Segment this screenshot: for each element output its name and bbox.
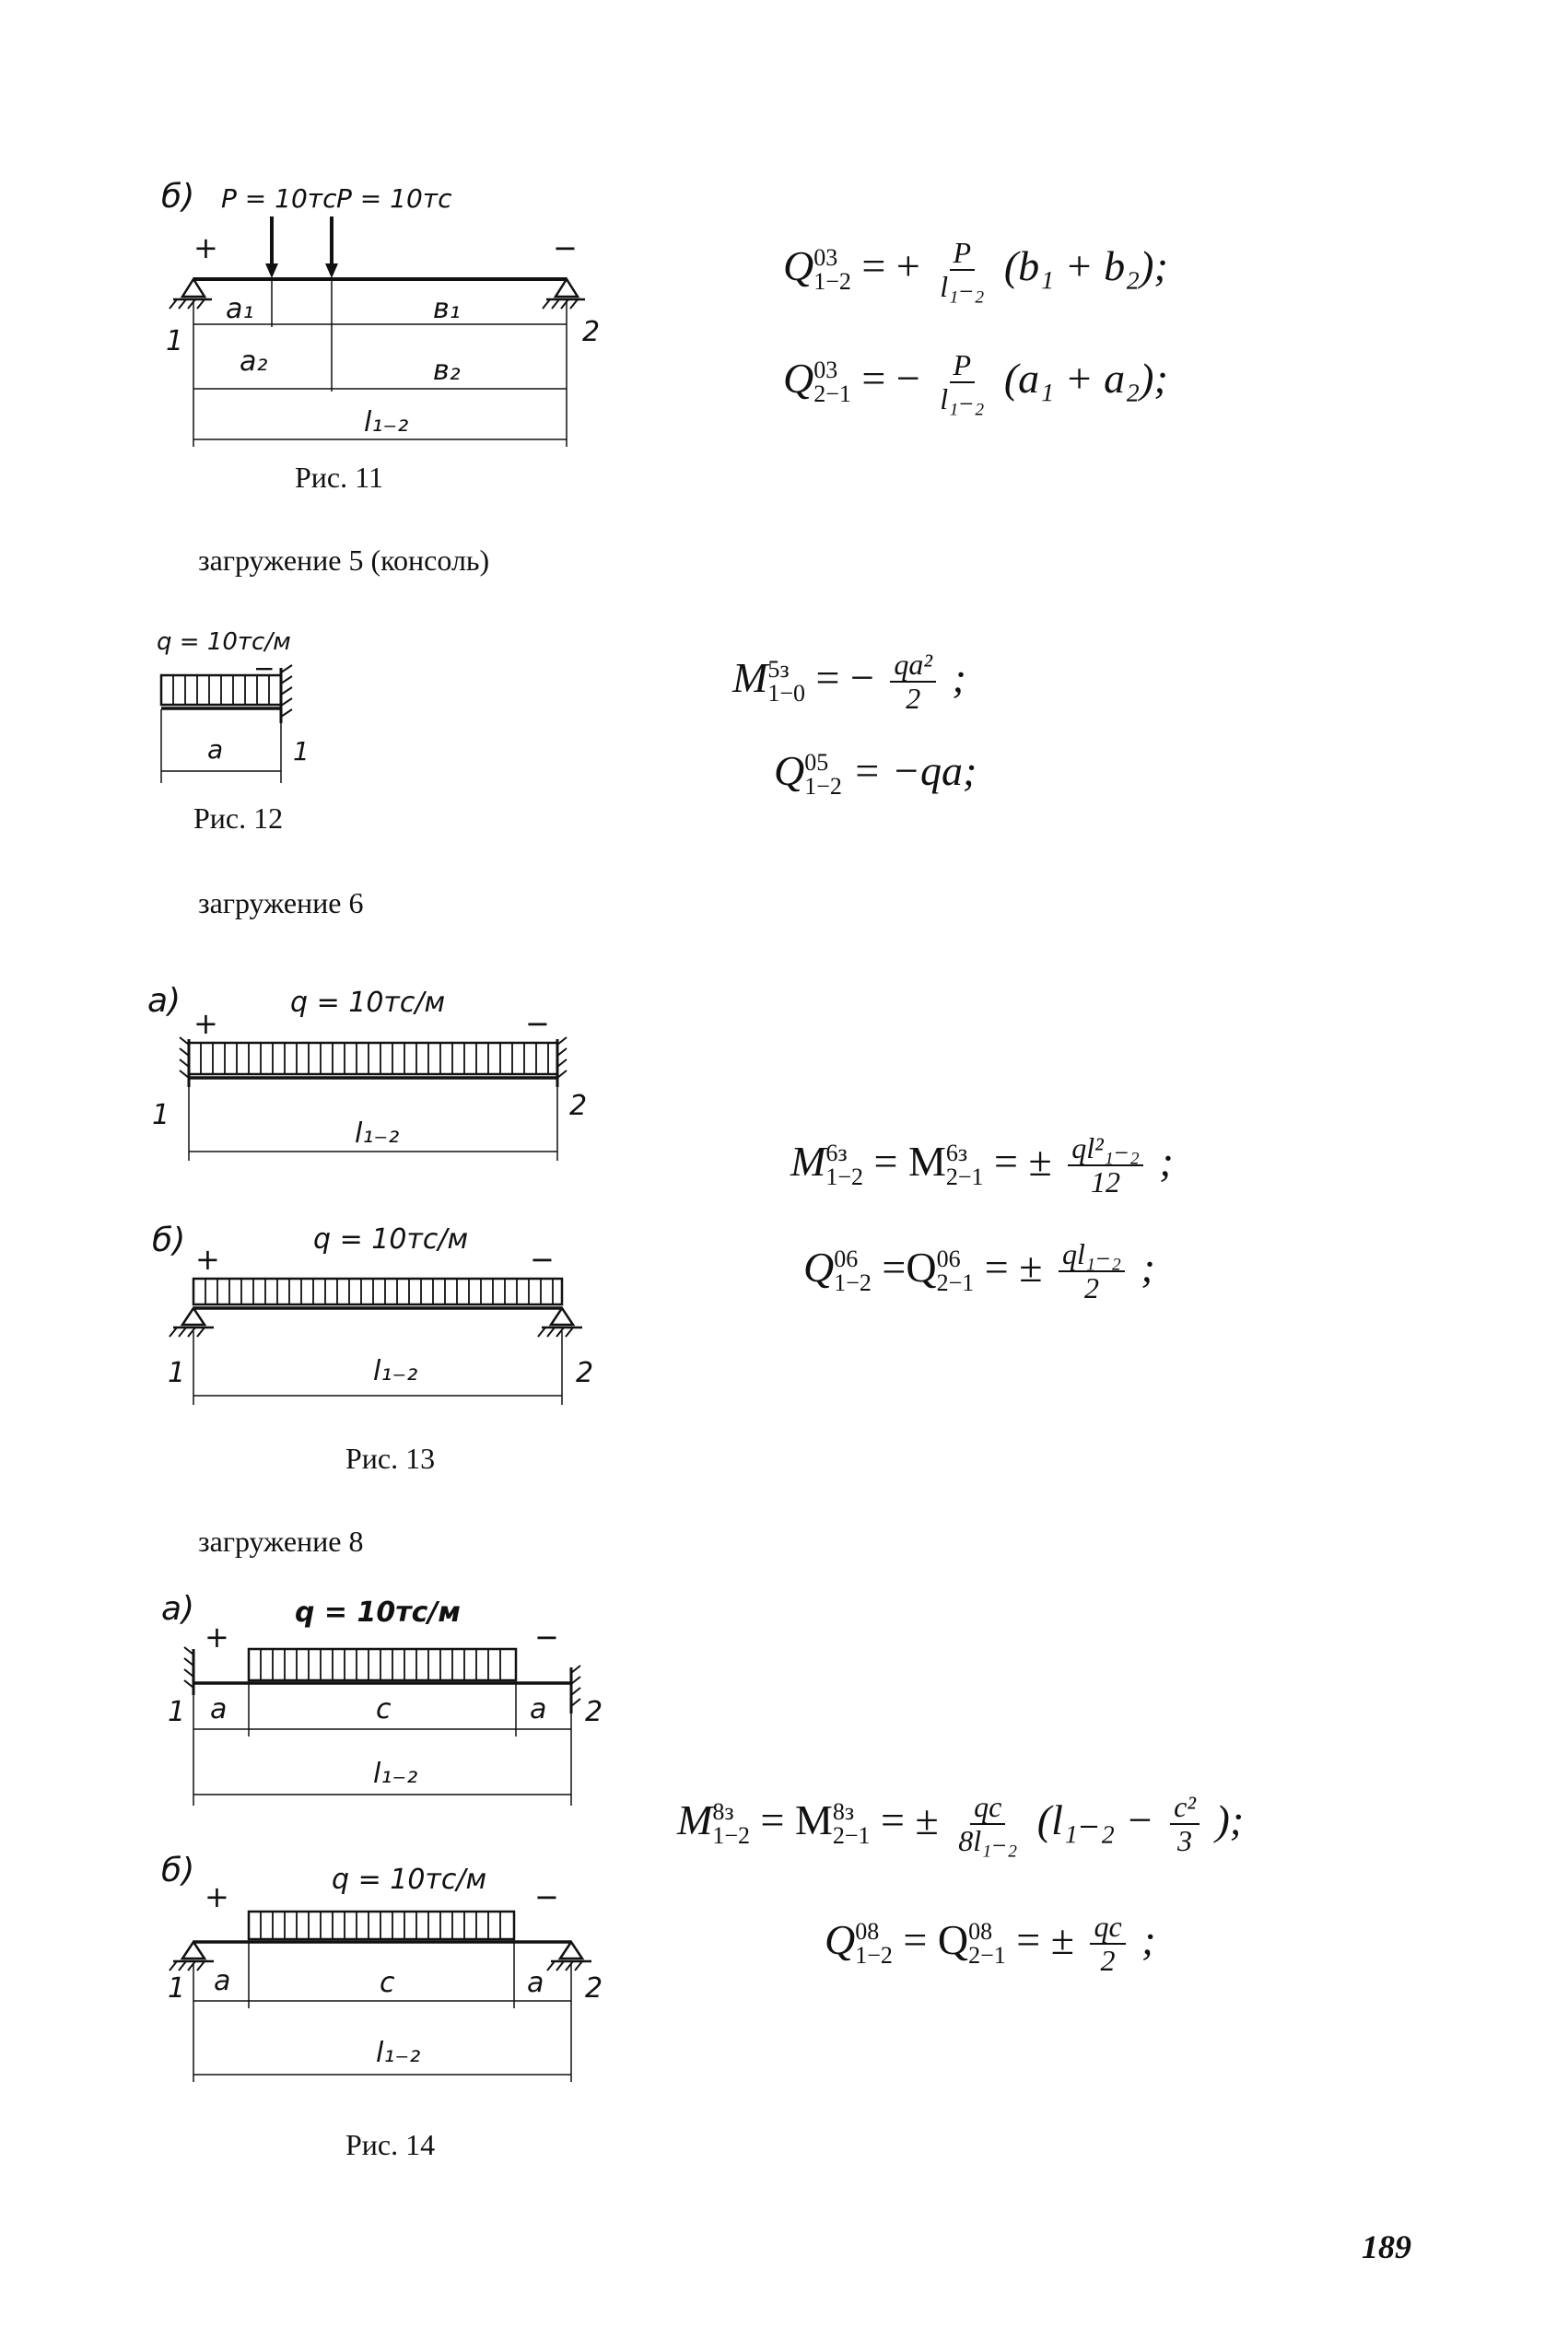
formula-part: 2 (1083, 1270, 1099, 1304)
formula-part: 1−2 (825, 1164, 863, 1191)
fig14-plus-a: + (205, 1620, 229, 1655)
fig11-arrowhead-2 (325, 263, 338, 278)
fig14-panel-b: б) (161, 1852, 195, 1889)
fig13-minus-a: − (525, 1006, 550, 1041)
formula-part: c² (1170, 1792, 1199, 1825)
fig13-span-a: l₁₋₂ (355, 1117, 400, 1150)
fig12-a-label: a (207, 734, 224, 765)
formula-part: (l₁₋₂ − (1036, 1795, 1154, 1843)
formula-q06 (803, 1239, 1155, 1304)
fig14-support-right (560, 1942, 582, 1959)
formula-part: M (790, 1137, 826, 1185)
heading-loading-6: загружение 6 (198, 886, 364, 919)
formula-part: ql²₁₋₂ (1068, 1133, 1143, 1166)
figure-14 (157, 1585, 636, 2174)
fig11-diagram (157, 166, 617, 470)
formula-part: 2 (1100, 1943, 1116, 1977)
fig11-load1-label: P = 10тс (221, 183, 337, 214)
fig14-c-b: c (380, 1967, 395, 1999)
formula-part: 2−1 (968, 1942, 1006, 1970)
formula-part: 1−2 (834, 1269, 872, 1297)
formula-part: = ± (1016, 1915, 1074, 1963)
fig14-minus-a: − (534, 1620, 559, 1655)
formula-part: Q (825, 1915, 856, 1963)
formula-part: 5з (767, 656, 790, 684)
fig11-load2-label: P = 10тс (336, 183, 452, 214)
fig14-a-right-a: a (530, 1693, 547, 1725)
formula-q03-2-1 (783, 350, 1168, 415)
fig14-load-a: q = 10тс/м (295, 1596, 461, 1629)
formula-part: 1−2 (855, 1942, 893, 1970)
formula-part: 1−2 (712, 1822, 750, 1850)
fig14-node1-b: 1 (168, 1972, 186, 2005)
fig11-node1: 1 (166, 325, 184, 357)
fig13-load-b: q = 10тс/м (313, 1223, 469, 1256)
figure-13 (147, 977, 626, 1492)
formula-part: (b₁ + b₂); (1003, 241, 1168, 289)
formula-part: = − (861, 354, 920, 402)
figure-11 (157, 166, 617, 516)
formula-part: 2−1 (945, 1164, 984, 1191)
fig13-node2-a: 2 (569, 1090, 588, 1122)
fig14-a-left-b: a (214, 1965, 231, 1997)
fig14-a-left-a: a (210, 1693, 228, 1725)
fig11-span-label: l₁₋₂ (364, 406, 409, 439)
fig13-panel-a: а) (147, 982, 181, 1020)
formula-m83 (677, 1792, 1244, 1857)
formula-part: 06 (834, 1246, 859, 1273)
formula-part: 03 (813, 357, 838, 384)
formula-part: =Q (882, 1243, 937, 1291)
fig12-minus-sign: − (253, 653, 275, 684)
fig13-panel-b: б) (152, 1222, 186, 1259)
heading-loading-8: загружение 8 (198, 1525, 364, 1558)
formula-part: l₁₋₂ (940, 269, 985, 303)
fig11-minus-sign: − (553, 230, 578, 265)
formula-part: 8з (832, 1798, 855, 1826)
formula-part: = M (760, 1795, 833, 1843)
fig14-panel-a: а) (161, 1590, 195, 1628)
fig11-node2: 2 (582, 316, 601, 348)
page-number: 189 (1362, 2228, 1411, 2265)
fig12-diagram (147, 622, 369, 806)
fig13-support-left (182, 1308, 205, 1325)
formula-part: 2 (906, 681, 921, 715)
formula-part: = ± (984, 1243, 1043, 1291)
fig13-span-b: l₁₋₂ (373, 1355, 418, 1387)
fig11-a2-label: a₂ (240, 345, 268, 378)
formula-part: 6з (825, 1140, 848, 1167)
fig11-support-right (556, 279, 578, 297)
fig12-node1: 1 (293, 736, 310, 766)
fig14-plus-b: + (205, 1879, 229, 1914)
formula-part: ql₁₋₂ (1059, 1239, 1125, 1272)
fig14-minus-b: − (534, 1879, 559, 1914)
fig13-node1-a: 1 (152, 1099, 170, 1131)
fig14-diagram (157, 1585, 636, 2128)
formula-part: 08 (968, 1918, 993, 1946)
formula-m53 (732, 649, 966, 715)
formula-part: = − (815, 653, 874, 701)
fig13-diagram (147, 977, 626, 1437)
fig13-node1-b: 1 (168, 1357, 186, 1389)
formula-part: 2−1 (832, 1822, 871, 1850)
formula-part: qc (970, 1792, 1005, 1825)
formula-part: = + (861, 241, 920, 289)
formula-part: 6з (945, 1140, 968, 1167)
fig13-plus-a: + (193, 1006, 218, 1041)
formula-part: (a₁ + a₂); (1003, 354, 1168, 402)
fig12-caption: Рис. 12 (193, 801, 284, 835)
formula-part: 3 (1177, 1823, 1193, 1857)
fig14-a-right-b: a (527, 1967, 544, 1999)
fig13-minus-b: − (530, 1242, 555, 1277)
formula-part: Q (783, 354, 814, 402)
fig11-b2-label: в₂ (433, 355, 461, 387)
formula-part: qa² (890, 649, 936, 683)
formula-part: ; (1141, 1915, 1156, 1963)
fig14-support-left (182, 1942, 205, 1959)
fig13-node2-b: 2 (576, 1357, 594, 1389)
fig14-caption: Рис. 14 (345, 2128, 436, 2161)
formula-part: P (950, 238, 976, 271)
fig11-support-left (182, 279, 205, 297)
fig12-load-label: q = 10тс/м (157, 628, 291, 656)
formula-part: 03 (813, 244, 838, 272)
formula-part: 08 (855, 1918, 880, 1946)
formula-part: ); (1215, 1795, 1245, 1843)
formula-part: Q (783, 241, 814, 289)
formula-part: 8l₁₋₂ (958, 1823, 1018, 1857)
formula-part: M (677, 1795, 713, 1843)
fig13-plus-b: + (195, 1242, 220, 1277)
fig11-caption: Рис. 11 (295, 461, 383, 494)
fig14-load-b: q = 10тс/м (332, 1864, 487, 1896)
fig11-b1-label: в₁ (433, 293, 461, 325)
fig13-load-a: q = 10тс/м (290, 987, 446, 1019)
formula-part: Q (774, 747, 805, 794)
fig11-plus-sign: + (193, 230, 218, 265)
fig13-support-right (551, 1308, 573, 1325)
formula-part: P (950, 350, 976, 383)
formula-part: 1−0 (767, 680, 805, 708)
formula-part: 05 (804, 749, 829, 777)
formula-part: ; (1141, 1243, 1155, 1291)
formula-part: 2−1 (813, 380, 851, 408)
fig14-span-b: l₁₋₂ (376, 2037, 421, 2069)
formula-part: ; (952, 653, 966, 701)
formula-part: 1−2 (813, 268, 851, 296)
formula-part: Q (803, 1243, 835, 1291)
formula-q05 (774, 746, 977, 799)
formula-part: 12 (1091, 1164, 1121, 1199)
fig14-node2-b: 2 (585, 1972, 603, 2005)
formula-m63 (790, 1133, 1174, 1199)
fig14-c-a: c (376, 1693, 392, 1725)
formula-part: = ± (881, 1795, 939, 1843)
fig14-span-a: l₁₋₂ (373, 1758, 418, 1790)
formula-part: qc (1090, 1912, 1125, 1945)
formula-part: M (732, 653, 768, 701)
fig11-a1-label: a₁ (226, 293, 254, 325)
formula-part: 06 (936, 1246, 961, 1273)
fig14-node2-a: 2 (585, 1696, 603, 1728)
formula-q03-1-2 (783, 238, 1168, 303)
fig11-arrowhead-1 (265, 263, 278, 278)
fig13-caption: Рис. 13 (345, 1442, 436, 1475)
formula-part: = −qa; (852, 747, 977, 794)
heading-loading-5: загружение 5 (консоль) (198, 544, 490, 577)
formula-part: 8з (712, 1798, 734, 1826)
figure-12 (147, 622, 369, 861)
formula-part: = M (873, 1137, 946, 1185)
fig11-panel-label: б) (161, 178, 195, 216)
formula-part: ; (1159, 1137, 1174, 1185)
fig14-node1-a: 1 (168, 1696, 186, 1728)
formula-q08 (825, 1912, 1155, 1977)
formula-part: 2−1 (936, 1269, 975, 1297)
formula-part: = ± (994, 1137, 1052, 1185)
formula-part: = Q (903, 1915, 969, 1963)
formula-part: l₁₋₂ (940, 381, 985, 415)
formula-part: 1−2 (804, 773, 842, 801)
